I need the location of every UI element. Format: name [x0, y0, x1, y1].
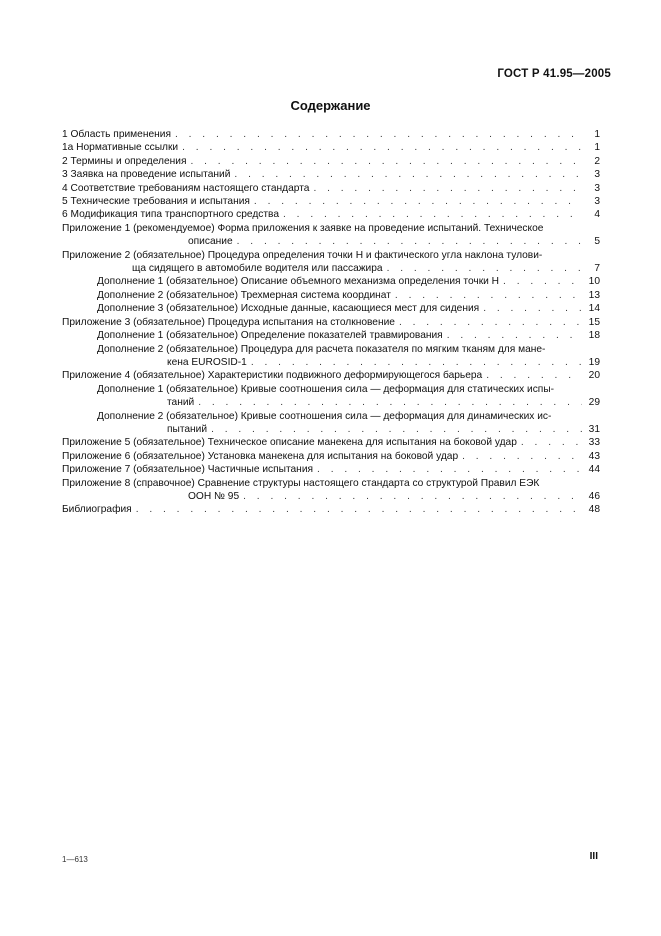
toc-entry: [62, 168, 600, 181]
leader-dots: [283, 208, 582, 221]
toc-page-number: 18: [588, 330, 600, 342]
leader-dots: [387, 262, 582, 275]
toc-entry: [62, 208, 600, 221]
toc-page-number: 43: [588, 450, 600, 462]
leader-dots: [483, 302, 582, 315]
toc-entry-text: Приложение 1 (рекомендуемое) Форма приложения к заявке на проведение испытаний. Техническое: [62, 222, 544, 234]
toc-entry: [62, 302, 600, 315]
page-number: III: [589, 851, 598, 862]
toc-entry: [62, 463, 600, 476]
leader-dots: [198, 396, 582, 409]
toc-entry-text: Библиография: [62, 504, 132, 516]
toc-entry: [62, 436, 600, 449]
toc-entry-text: 5 Технические требования и испытания: [62, 196, 250, 208]
toc-page-number: 3: [594, 169, 600, 181]
toc-entry-text: таний: [167, 397, 195, 409]
toc-entry-text: Приложение 2 (обязательное) Процедура определения точки Н и фактического угла наклона тулови-: [62, 249, 543, 261]
toc-page-number: 3: [594, 182, 600, 194]
document-code: ГОСТ Р 41.95—2005: [497, 68, 611, 80]
toc-entry-text: 3 Заявка на проведение испытаний: [62, 169, 231, 181]
table-of-contents: [62, 128, 600, 517]
toc-entry-text: Приложение 7 (обязательное) Частичные испытания: [62, 464, 314, 476]
toc-entry-text: описание: [188, 236, 233, 248]
toc-entry-text: Приложение 6 (обязательное) Установка манекена для испытания на боковой удар: [62, 450, 459, 462]
toc-entry-text: ща сидящего в автомобиле водителя или пассажира: [132, 263, 383, 275]
leader-dots: [521, 436, 582, 449]
toc-entry: [62, 195, 600, 208]
toc-entry-text: Дополнение 2 (обязательное) Процедура для расчета показателя по мягким тканям для мане-: [97, 343, 546, 355]
leader-dots: [254, 195, 582, 208]
leader-dots: [211, 423, 582, 436]
toc-entry-text: Приложение 8 (справочное) Сравнение структуры настоящего стандарта со структурой Правил ЕЭК: [62, 477, 540, 489]
toc-page-number: 3: [594, 196, 600, 208]
toc-page-number: 1: [594, 129, 600, 140]
toc-entry: [62, 141, 600, 154]
leader-dots: [462, 450, 582, 463]
toc-entry: [62, 477, 600, 504]
toc-page-number: 2: [594, 155, 600, 167]
toc-entry: [62, 316, 600, 329]
leader-dots: [486, 369, 582, 382]
toc-entry: [62, 289, 600, 302]
toc-entry: [62, 383, 600, 410]
toc-entry: [62, 369, 600, 382]
toc-entry: [62, 155, 600, 168]
toc-page-number: 15: [588, 316, 600, 328]
toc-entry: [62, 128, 600, 141]
toc-entry-text: Дополнение 1 (обязательное) Определение показателей травмирования: [97, 330, 443, 342]
toc-page-number: 31: [588, 423, 600, 435]
toc-entry-text: 6 Модификация типа транспортного средства: [62, 209, 279, 221]
toc-entry-text: 2 Термины и определения: [62, 155, 187, 167]
toc-page-number: 10: [588, 276, 600, 288]
toc-entry-text: Дополнение 1 (обязательное) Описание объемного механизма определения точки Н: [97, 276, 500, 288]
leader-dots: [447, 329, 582, 342]
toc-page-number: 13: [588, 289, 600, 301]
toc-entry-text: пытаний: [167, 423, 208, 435]
toc-entry: [62, 410, 600, 437]
leader-dots: [175, 128, 582, 141]
toc-entry: [62, 450, 600, 463]
toc-page-number: 5: [594, 236, 600, 248]
toc-entry-text: Дополнение 1 (обязательное) Кривые соотношения сила — деформация для статических испы-: [97, 383, 555, 395]
toc-entry: [62, 182, 600, 195]
toc-page-number: 19: [588, 356, 600, 368]
toc-entry-text: Приложение 3 (обязательное) Процедура испытания на столкновение: [62, 316, 395, 328]
leader-dots: [182, 141, 582, 154]
leader-dots: [234, 168, 582, 181]
toc-entry: [62, 503, 600, 516]
leader-dots: [251, 356, 582, 369]
leader-dots: [237, 235, 582, 248]
toc-entry: [62, 249, 600, 276]
toc-entry: [62, 222, 600, 249]
leader-dots: [190, 155, 582, 168]
toc-entry-text: 1 Область применения: [62, 129, 171, 140]
leader-dots: [243, 490, 582, 503]
toc-page-number: 46: [588, 490, 600, 502]
toc-page-number: 14: [588, 303, 600, 315]
leader-dots: [503, 275, 582, 288]
leader-dots: [317, 463, 582, 476]
leader-dots: [399, 316, 582, 329]
toc-page-number: 44: [588, 464, 600, 476]
toc-entry: [62, 275, 600, 288]
toc-entry-text: 1а Нормативные ссылки: [62, 142, 179, 154]
leader-dots: [395, 289, 582, 302]
toc-entry-text: кена EUROSID-1: [167, 356, 247, 368]
toc-entry-text: Дополнение 3 (обязательное) Исходные данные, касающиеся мест для сидения: [97, 303, 480, 315]
toc-entry-text: Приложение 4 (обязательное) Характеристики подвижного деформирующегося барьера: [62, 370, 483, 382]
toc-page-number: 4: [594, 209, 600, 221]
toc-entry: [62, 343, 600, 370]
toc-page-number: 20: [588, 370, 600, 382]
toc-entry-text: ООН № 95: [188, 490, 240, 502]
toc-entry-text: Приложение 5 (обязательное) Техническое описание манекена для испытания на боковой удар: [62, 437, 517, 449]
toc-entry: [62, 329, 600, 342]
leader-dots: [136, 503, 582, 516]
toc-page-number: 7: [594, 263, 600, 275]
toc-entry-text: Дополнение 2 (обязательное) Трехмерная система координат: [97, 289, 391, 301]
toc-page-number: 29: [588, 397, 600, 409]
page-title: Содержание: [290, 98, 371, 113]
toc-page-number: 1: [594, 142, 600, 154]
toc-page-number: 33: [588, 437, 600, 449]
toc-page-number: 48: [588, 504, 600, 516]
toc-entry-text: Дополнение 2 (обязательное) Кривые соотношения сила — деформация для динамических ис-: [97, 410, 552, 422]
leader-dots: [313, 182, 582, 195]
toc-entry-text: 4 Соответствие требованиям настоящего стандарта: [62, 182, 310, 194]
print-code: 1—613: [62, 855, 88, 864]
